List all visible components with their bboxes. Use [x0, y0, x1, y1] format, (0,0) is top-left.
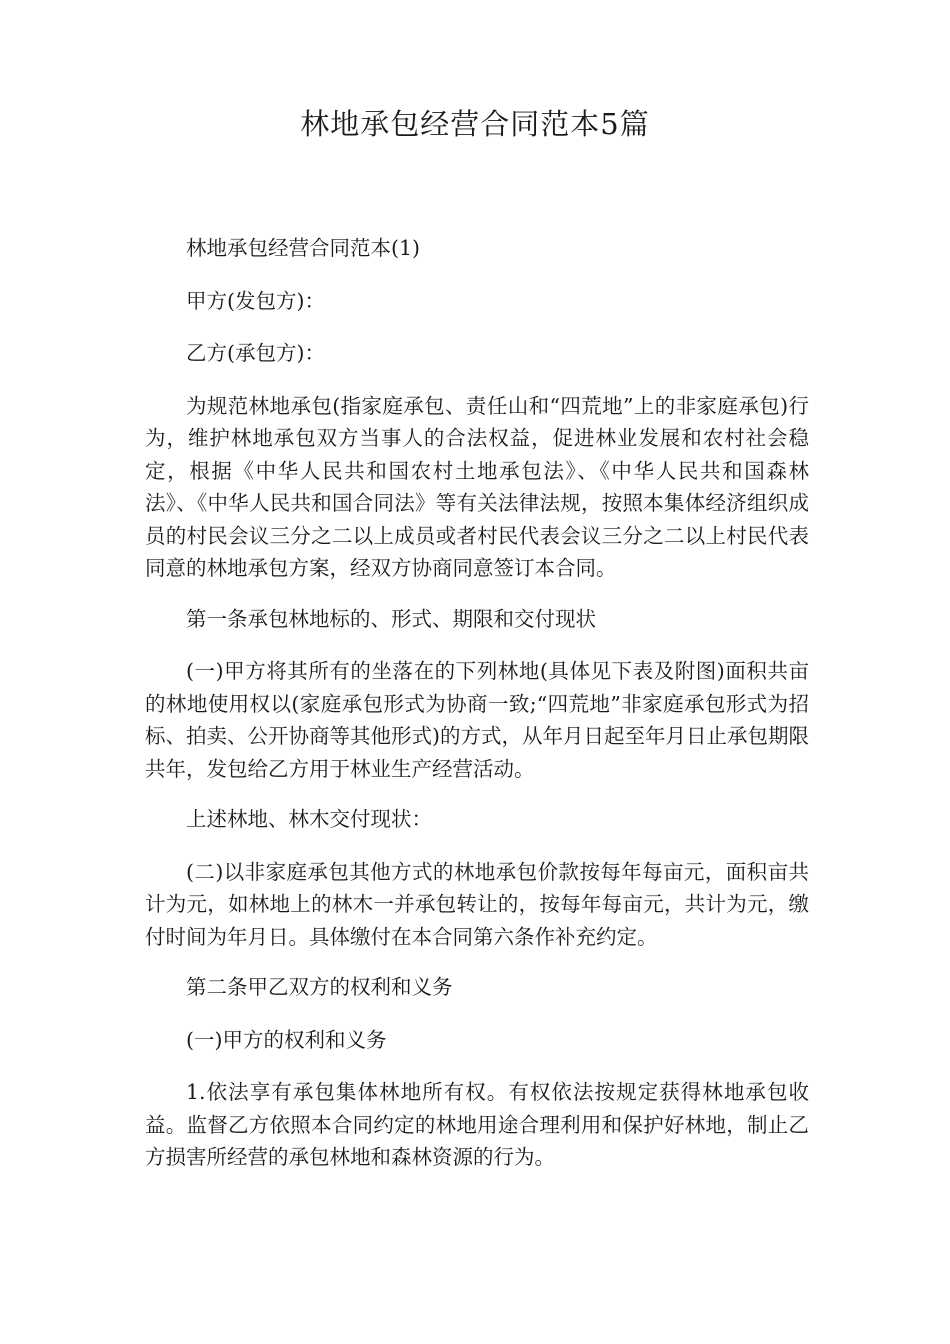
document-title: 林地承包经营合同范本5篇 [300, 107, 650, 141]
party-a-line: 甲方(发包方)： [186, 288, 325, 313]
party-a-rights-item-1: 1.依法享有承包集体林地所有权。有权依法按规定获得林地承包收益。监督乙方依照本合同约定的林地用途合理利用和保护好林地，制止乙方损害所经营的承包林地和森林资源的行为。 [145, 1080, 809, 1169]
section-heading-contract-1: 林地承包经营合同范本(1) [186, 236, 421, 260]
party-b-line: 乙方(承包方)： [186, 341, 325, 365]
article-2-heading: 第二条甲乙双方的权利和义务 [186, 975, 453, 999]
party-a-rights-heading: (一)甲方的权利和义务 [186, 1027, 387, 1052]
article-1-heading: 第一条承包林地标的、形式、期限和交付现状 [186, 606, 596, 631]
article-1-clause-1: (一)甲方将其所有的坐落在的下列林地(具体见下表及附图)面积共亩的林地使用权以(家庭承包形式为协商一致;“四荒地”非家庭承包形式为招标、拍卖、公开协商等其他形式)的方式，从年月日起至年月日止承包期限共年，发包给乙方用于林业生产经营活动。 [145, 659, 809, 781]
delivery-status-line: 上述林地、林木交付现状： [186, 807, 432, 831]
preamble-paragraph: 为规范林地承包(指家庭承包、责任山和“四荒地”上的非家庭承包)行为，维护林地承包双方当事人的合法权益，促进林业发展和农村社会稳定，根据《中华人民共和国农村土地承包法》、《中华人民共和国森林法》、《中华人民共和国合同法》等有关法律法规，按照本集体经济组织成员的村民会议三分之二以上成员或者村民代表会议三分之二以上村民代表同意的林地承包方案，经双方协商同意签订本合同。 [145, 393, 809, 580]
article-1-clause-2: (二)以非家庭承包其他方式的林地承包价款按每年每亩元，面积亩共计为元，如林地上的林木一并承包转让的，按每年每亩元，共计为元，缴付时间为年月日。具体缴付在本合同第六条作补充约定。 [145, 859, 809, 949]
document-body [145, 232, 809, 1192]
